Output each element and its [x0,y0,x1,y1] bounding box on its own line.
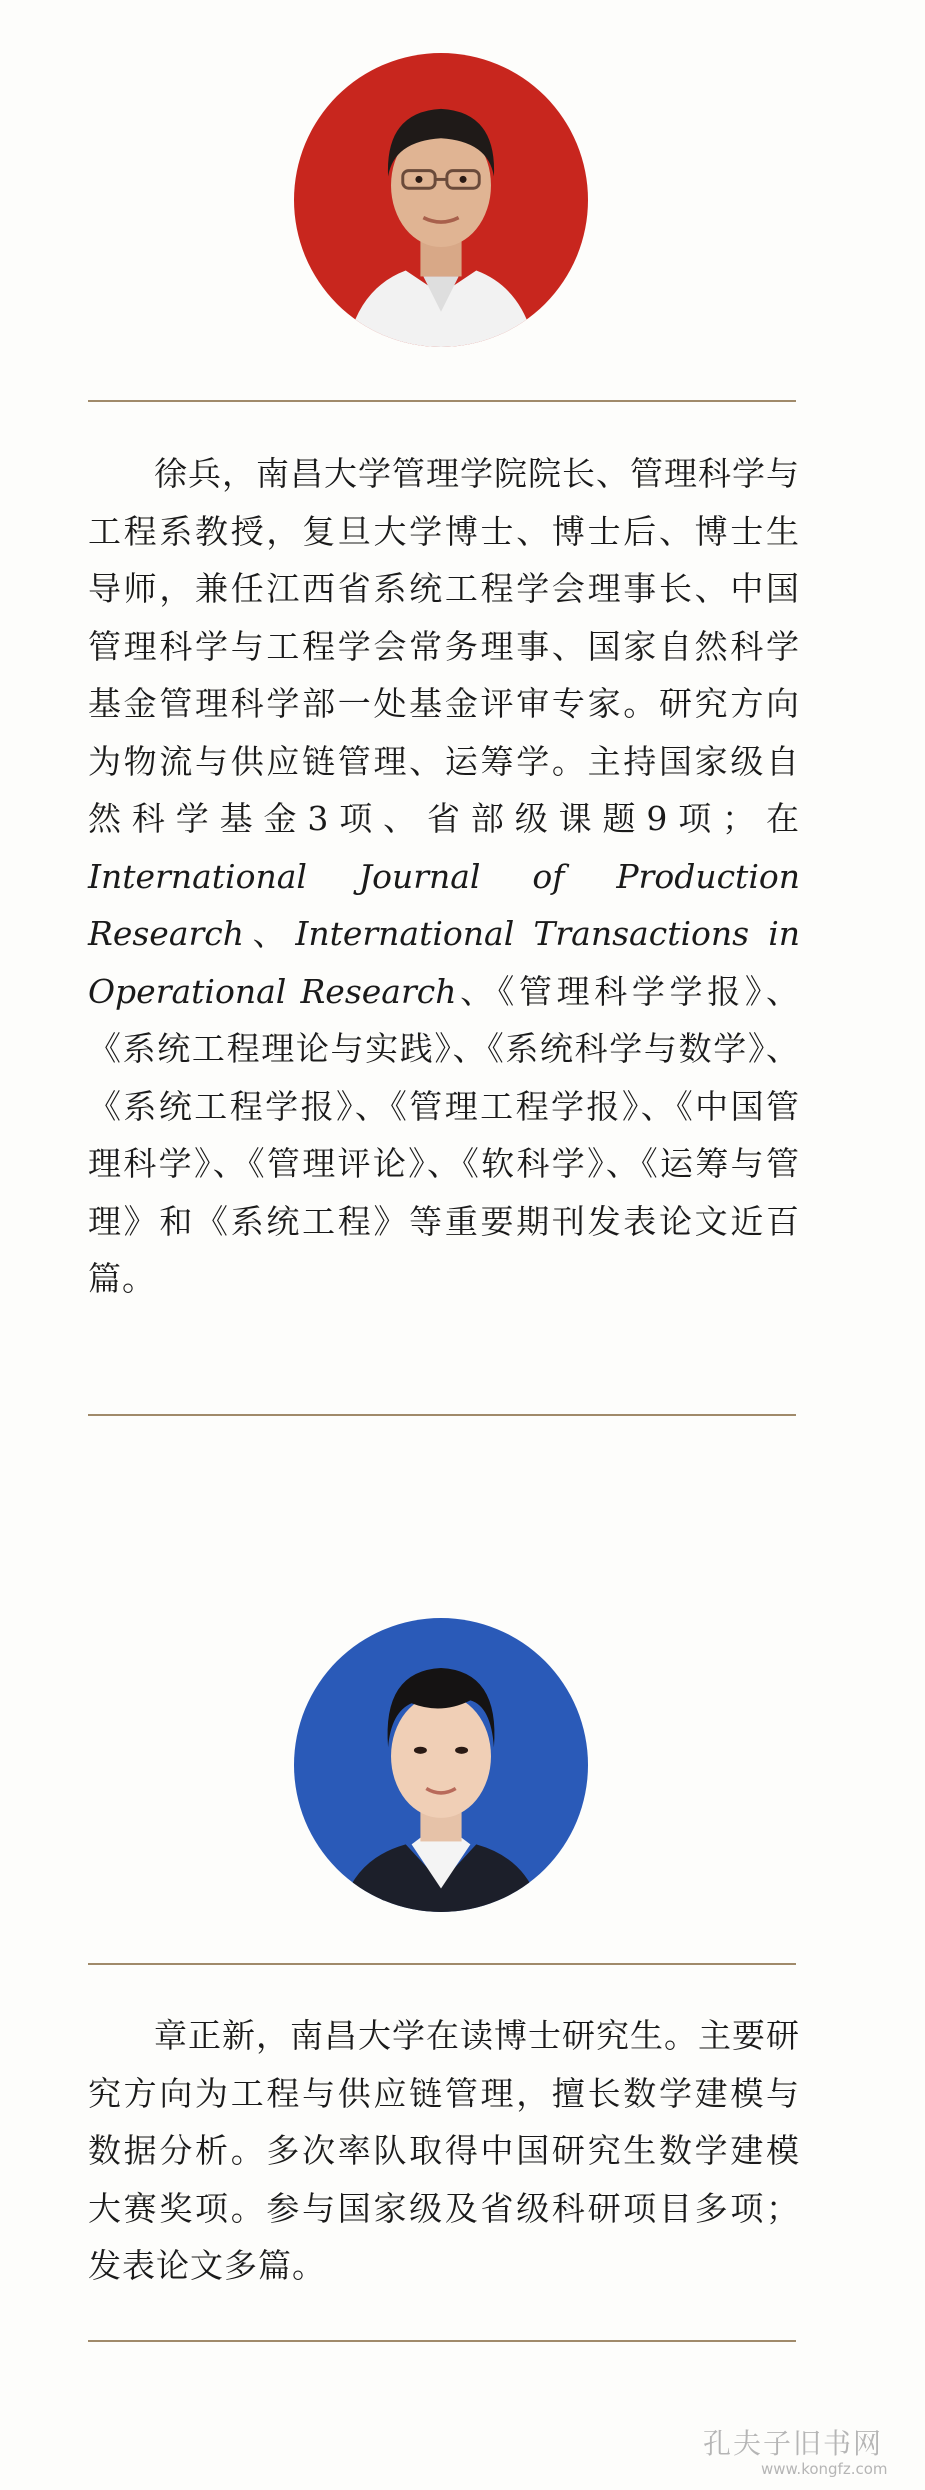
bio-text-2: 章正新，南昌大学在读博士研究生。主要研究方向为工程与供应链管理，擅长数学建模与数据分析。多次率队取得中国研究生数学建模大赛奖项。参与国家级及省级科研项目多项；发表论文多篇。 [88,2016,800,2285]
author-photo-2 [294,1618,588,1912]
divider-top-1 [88,400,796,402]
divider-top-2 [88,1963,796,1965]
journal-title-1: International Journal of Production Research [88,856,800,953]
divider-bottom-1 [88,1414,796,1416]
journal-title-2: International Transactions in Operational Research [88,914,800,1011]
bio-lead: 徐兵，南昌大学管理学院院长、管理科学与工程系教授，复旦大学博士、博士后、博士生导师，兼任江西省系统工程学会理事长、中国管理科学与工程学会常务理事、国家自然科学基金管理科学部一处基金评审专家。研究方向为物流与供应链管理、运筹学。主持国家级自然科学基金3项、省部级课题9项；在 [88,454,800,838]
watermark [703,2428,888,2478]
portrait-icon [294,1618,588,1912]
divider-bottom-2 [88,2340,796,2342]
author-photo-1 [294,53,588,347]
portrait-icon [294,53,588,347]
watermark-url: www.kongfz.com [761,2460,888,2478]
bio-text-1 [88,445,800,1308]
bio-tail: 、《管理科学学报》、《系统工程理论与实践》、《系统科学与数学》、《系统工程学报》、《管理工程学报》、《中国管理科学》、《管理评论》、《软科学》、《运筹与管理》和《系统工程》等重要期刊发表论文近百篇。 [88,971,801,1298]
separator: 、 [244,914,296,953]
watermark-name: 孔夫子旧书网 [703,2427,884,2460]
